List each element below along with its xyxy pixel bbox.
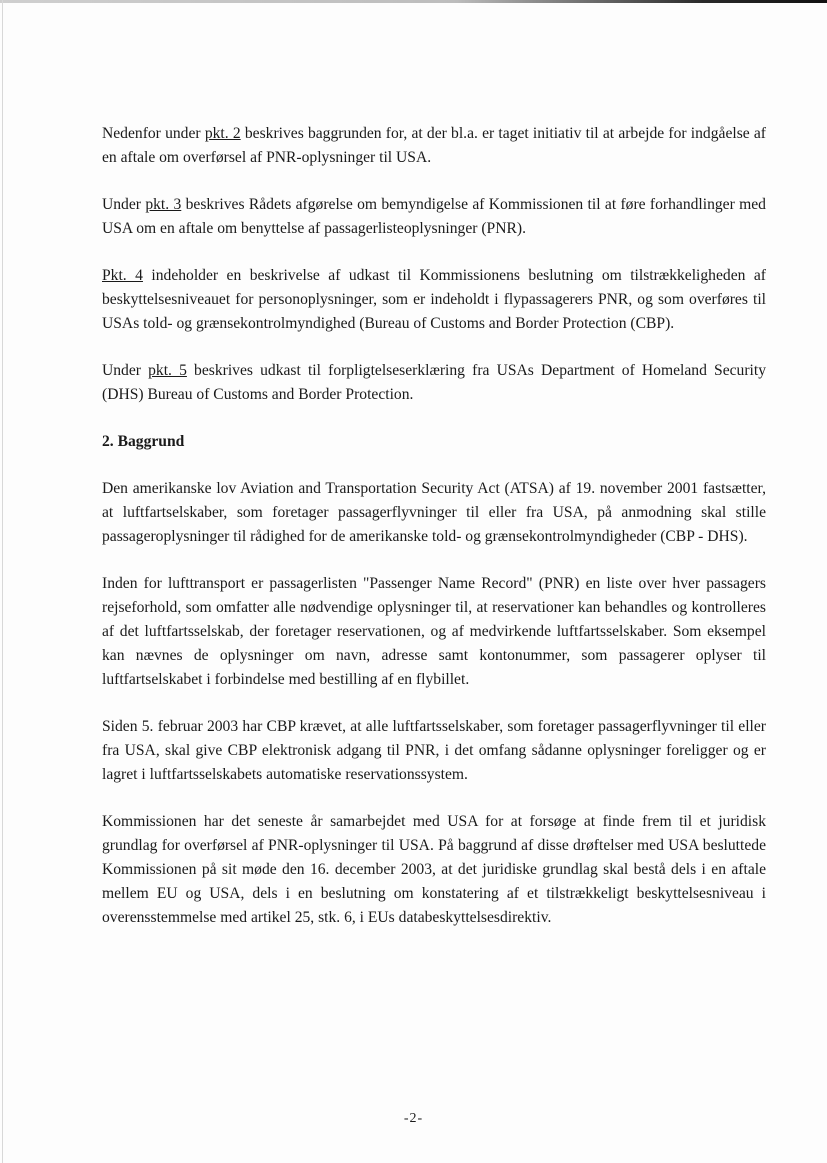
document-body	[102, 122, 766, 953]
intro-paragraph-3	[102, 264, 766, 336]
top-scan-edge	[0, 0, 827, 3]
intro-text: Under	[102, 362, 149, 379]
section-reference: pkt. 5	[148, 362, 187, 379]
intro-paragraph-4	[102, 359, 766, 407]
intro-text: beskrives baggrunden for, at der bl.a. er taget initiativ til at arbejde for indgåelse af en aftale om overførsel af PNR-oplysninger til USA.	[102, 125, 767, 166]
section-heading: 2. Baggrund	[102, 433, 185, 450]
section-reference: Pkt. 4	[102, 267, 143, 284]
section-reference: pkt. 3	[145, 196, 182, 213]
intro-text: Nedenfor under	[102, 125, 205, 142]
body-paragraph-4: Kommissionen har det seneste år samarbejdet med USA for at forsøge at finde frem til et juridisk grundlag for overførsel af PNR-oplysninger til USA. På baggrund af disse drøftelser med USA besluttede Kommissionen på sit møde den 16. december 2003, at det juridiske grundlag skal bestå dels i en aftale mellem EU og USA, dels i en beslutning om konstatering af et tilstrækkeligt beskyttelsesniveau i overensstemmelse med artikel 25, stk. 6, i EUs databeskyttelsesdirektiv.	[102, 813, 766, 926]
page-number: -2-	[403, 1111, 424, 1126]
intro-text: indeholder en beskrivelse af udkast til Kommissionens beslutning om tilstrækkeligheden af beskyttelsesniveauet for personoplysninger, som er indeholdt i flypassagerers PNR, og som overføres til USAs told- og grænsekontrolmyndighed (Bureau of Customs and Border Protection (CBP).	[102, 267, 766, 332]
body-paragraph-2: Inden for lufttransport er passagerlisten "Passenger Name Record" (PNR) en liste over hver passagers rejseforhold, som omfatter alle nødvendige oplysninger til, at reservationer kan behandles og kontrolleres af det luftfartsselskab, der foretager reservationen, og af medvirkende luftfartsselskaber. Som eksempel kan nævnes de oplysninger om navn, adresse samt kontonummer, som passagerer oplyser til luftfartselskabet i forbindelse med bestilling af en flybillet.	[102, 575, 766, 688]
body-paragraph-1: Den amerikanske lov Aviation and Transportation Security Act (ATSA) af 19. november 2001 fastsætter, at luftfartselskaber, som foretager passagerflyvninger til eller fra USA, på anmodning skal stille passageroplysninger til rådighed for de amerikanske told- og grænsekontrolmyndigheder (CBP - DHS).	[102, 480, 766, 545]
intro-text: beskrives udkast til forpligtelseserklæring fra USAs Department of Homeland Security (DHS) Bureau of Customs and Border Protection.	[102, 362, 766, 403]
body-paragraph-3: Siden 5. februar 2003 har CBP krævet, at alle luftfartsselskaber, som foretager passagerflyvninger til eller fra USA, skal give CBP elektronisk adgang til PNR, i det omfang sådanne oplysninger foreligger og er lagret i luftfartsselskabets automatiske reservationssystem.	[102, 718, 766, 783]
intro-text: Under	[102, 196, 146, 213]
left-scan-edge	[2, 0, 3, 1163]
intro-paragraph-2	[102, 193, 766, 241]
section-reference: pkt. 2	[204, 125, 241, 142]
intro-paragraph-1	[102, 122, 766, 170]
intro-text: beskrives Rådets afgørelse om bemyndigelse af Kommissionen til at føre forhandlinger med USA om en aftale om benyttelse af passagerlisteoplysninger (PNR).	[102, 196, 766, 237]
